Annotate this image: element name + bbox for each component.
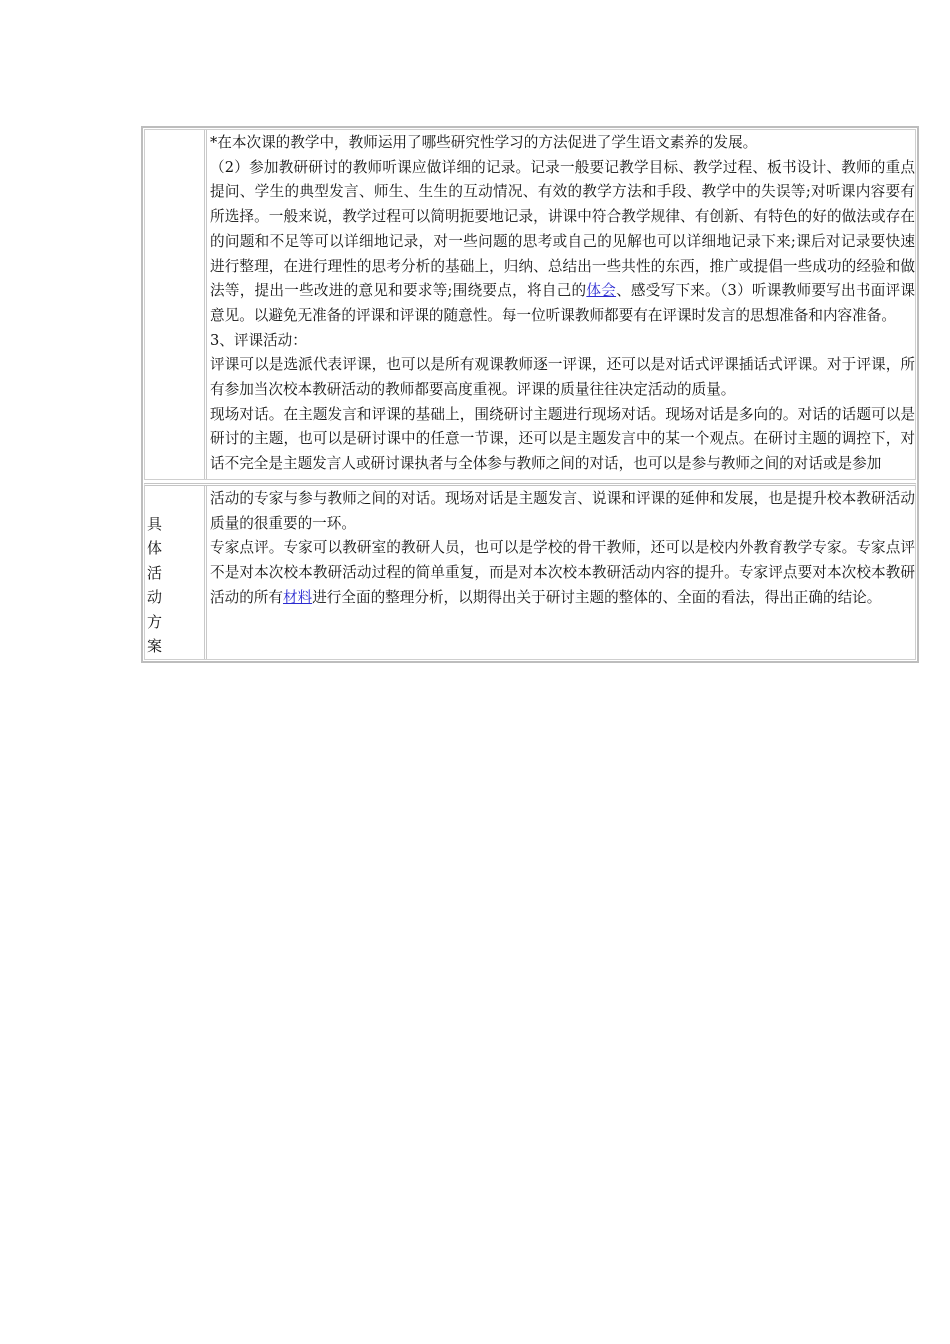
table-row	[144, 483, 916, 660]
table-row	[144, 129, 916, 480]
text-run: （2）参加教研研讨的教师听课应做详细的记录。记录一般要记教学目标、教学过程、板书设计、教师的重点提问、学生的典型发言、师生、生生的互动情况、有效的教学方法和手段、教学中的失误等;对听课内容要有所选择。一般来说，教学过程可以简明扼要地记录，讲课中符合教学规律、有创新、有特色的好的做法或存在的问题和不足等可以详细地记录，对一些问题的思考或自己的见解也可以详细地记录下来;课后对记录要快速进行整理，在进行理性的思考分析的基础上，归纳、总结出一些共性的东西，推广或提倡一些成功的经验和做法等，提出一些改进的意见和要求等;围绕要点，将自己的	[210, 158, 915, 300]
text-run: 专家点评。专家可以教研室的教研人员，也可以是学校的骨干教师，还可以是校内外教育教学专家。专家点评不是对本次校本教研活动过程的简单重复，而是对本次校本教研活动内容的提升。专家评点要对本次校本教研活动的所有	[210, 539, 915, 606]
link-cailiao[interactable]: 材料	[282, 588, 313, 606]
link-tihui[interactable]: 体会	[586, 282, 617, 300]
text-run: 进行全面的整理分析，以期得出关于研讨主题的整体的、全面的看法，得出正确的结论。	[312, 588, 882, 606]
section-heading: 3、评课活动：	[210, 331, 307, 349]
content-cell	[207, 130, 915, 479]
label-char: 活	[147, 563, 163, 582]
label-char: 具	[147, 514, 163, 533]
vertical-label	[145, 486, 204, 659]
text-run: 、感受写下来。（3）听课教师要写出书面评课意见。以避免无准备的评课和评课的随意性。每一位听课教师都要有在评课时发言的思想准备和内容准备。	[210, 282, 915, 324]
paragraph	[210, 536, 915, 610]
label-cell	[145, 130, 207, 479]
paragraph	[210, 156, 915, 329]
label-char: 体	[147, 539, 163, 558]
spacer	[210, 610, 915, 634]
content-table	[141, 126, 919, 663]
paragraph: 评课可以是选派代表评课，也可以是所有观课教师逐一评课，还可以是对话式评课插话式评课。对于评课，所有参加当次校本教研活动的教师都要高度重视。评课的质量往往决定活动的质量。	[210, 356, 915, 399]
paragraph: 活动的专家与参与教师之间的对话。现场对话是主题发言、说课和评课的延伸和发展，也是提升校本教研活动质量的很重要的一环。	[210, 489, 915, 532]
label-char: 动	[147, 588, 163, 607]
content-cell	[207, 486, 915, 659]
label-char: 案	[147, 637, 163, 656]
label-cell	[145, 486, 207, 659]
paragraph: *在本次课的教学中，教师运用了哪些研究性学习的方法促进了学生语文素养的发展。	[210, 134, 758, 151]
paragraph: 现场对话。在主题发言和评课的基础上，围绕研讨主题进行现场对话。现场对话是多向的。对话的话题可以是研讨的主题，也可以是研讨课中的任意一节课，还可以是主题发言中的某一个观点。在研讨主题的调控下，对话不完全是主题发言人或研讨课执者与全体参与教师之间的对话，也可以是参与教师之间的对话或是参加	[210, 405, 915, 473]
label-char: 方	[147, 612, 163, 631]
